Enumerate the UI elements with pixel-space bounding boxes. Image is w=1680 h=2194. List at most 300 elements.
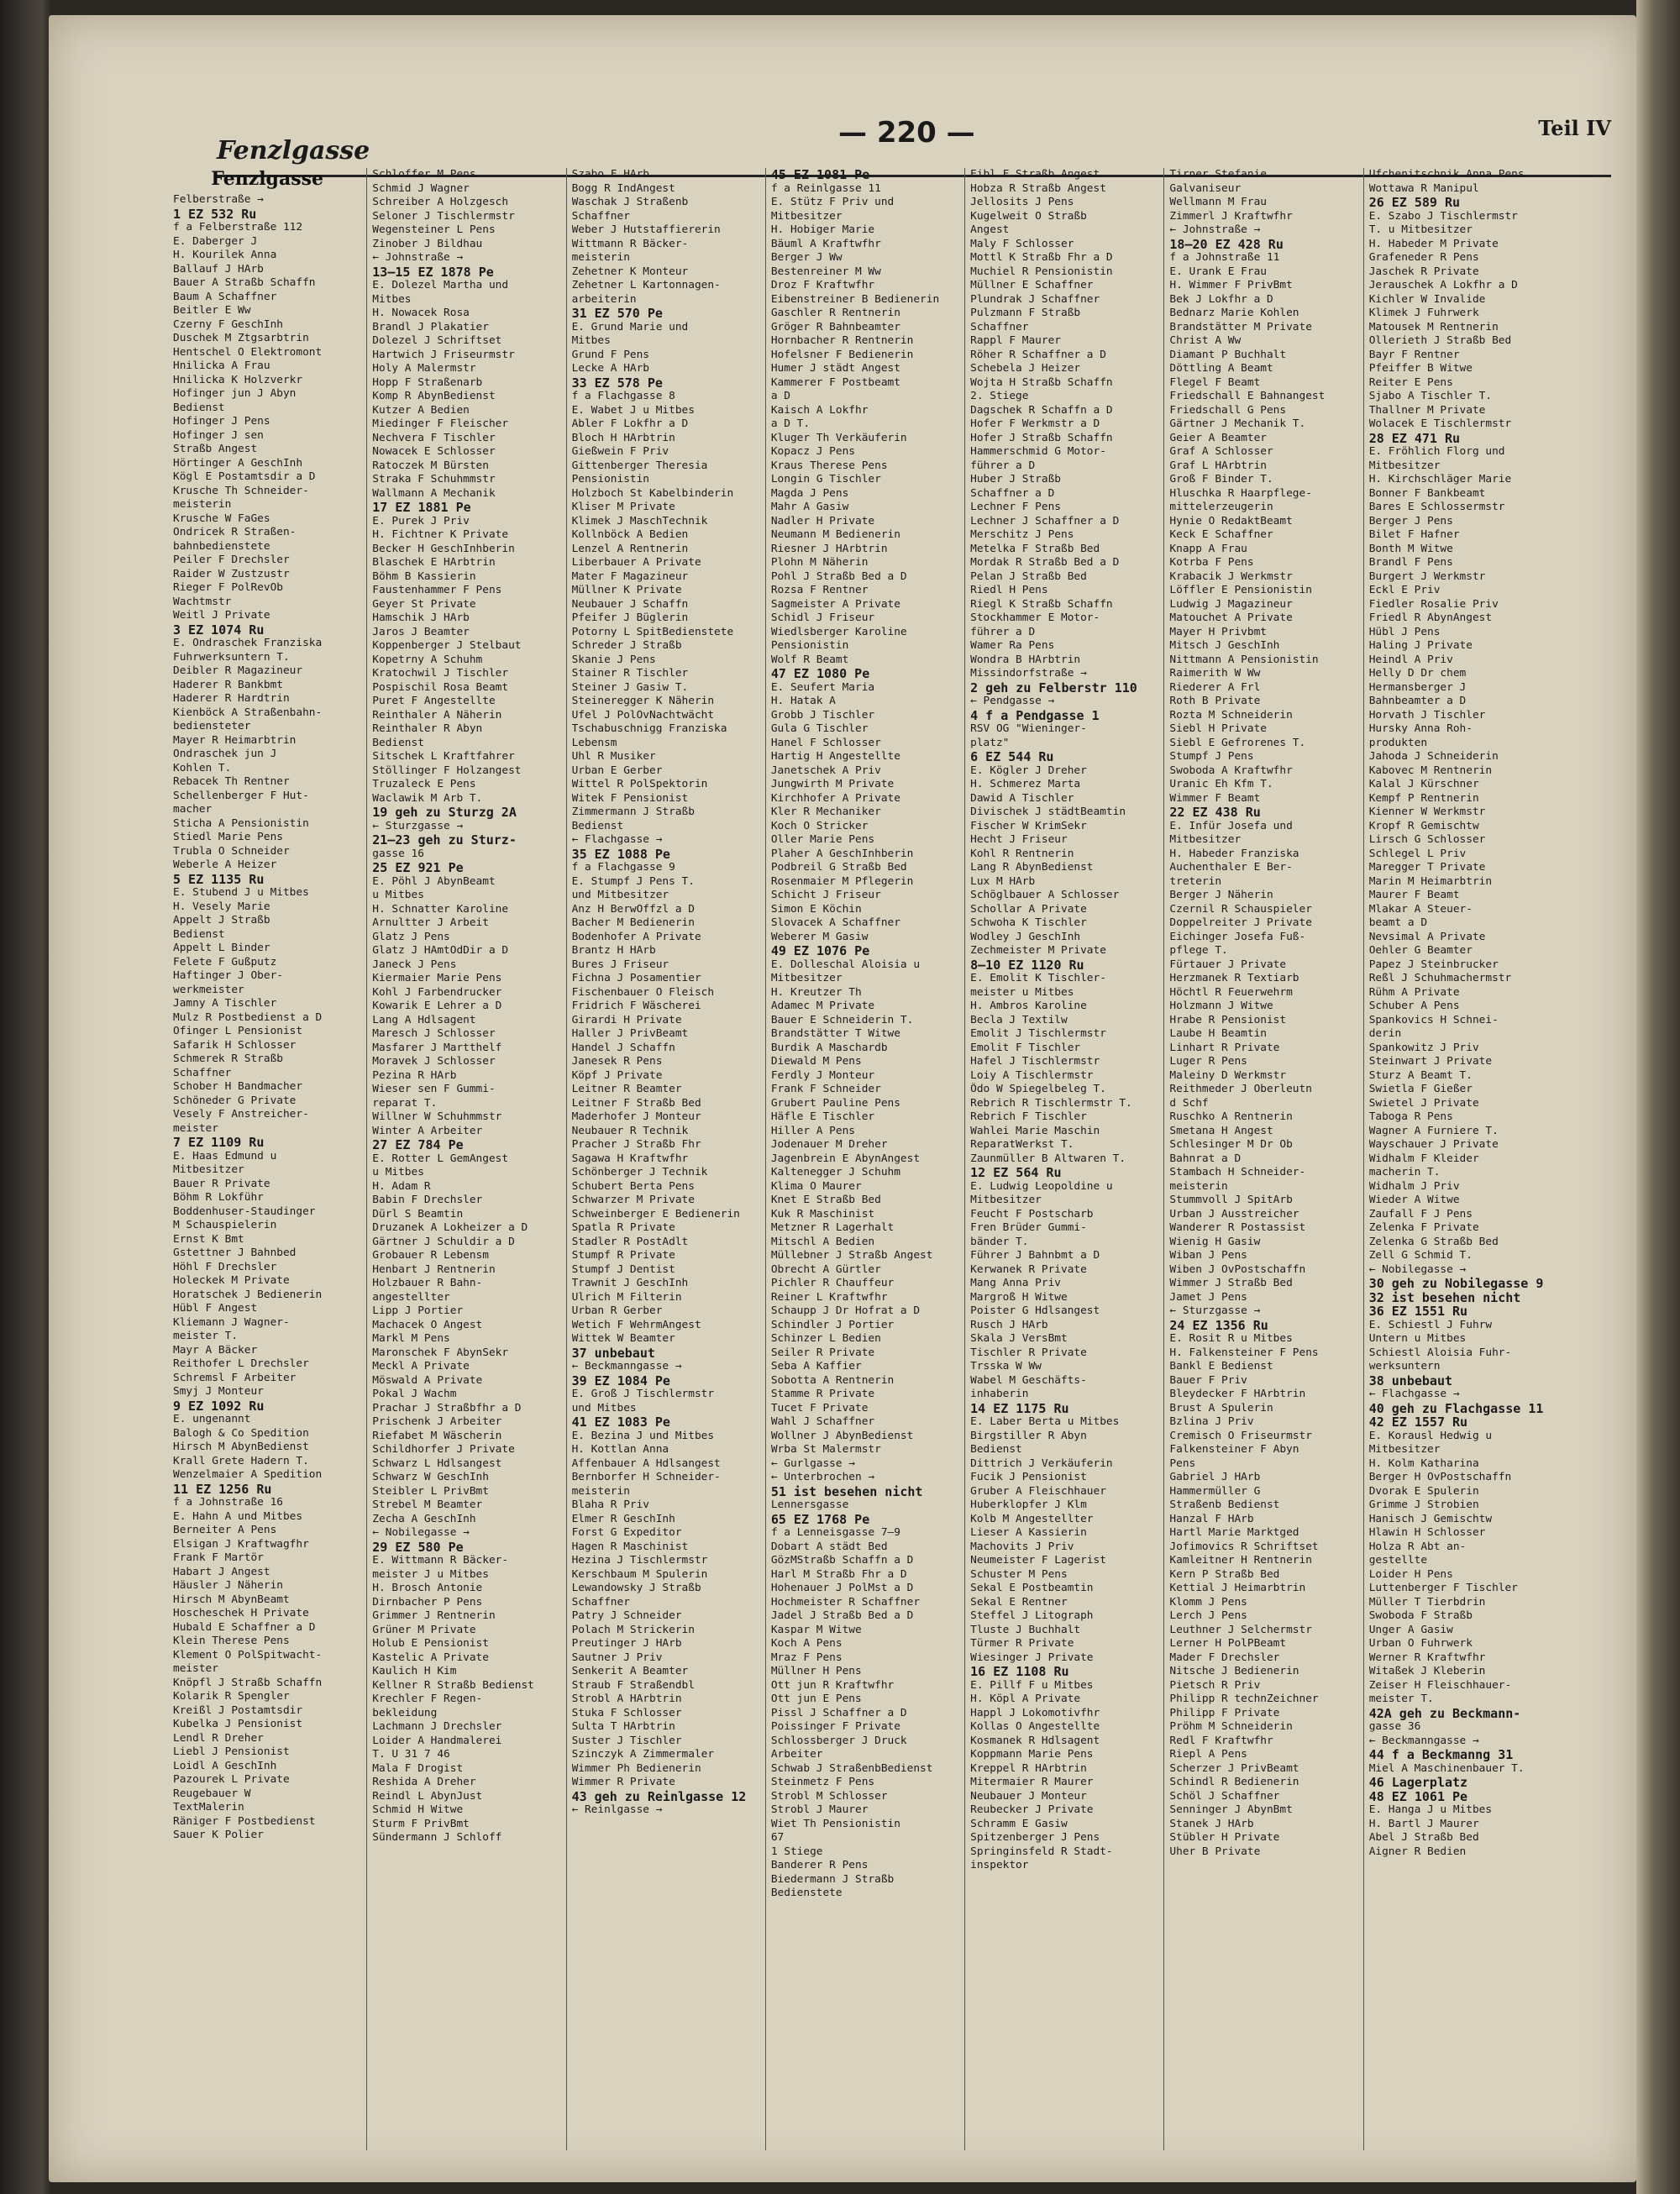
directory-line: Ulrich M Filterin <box>571 1290 682 1304</box>
directory-line: Witek F Pensionist <box>571 791 689 805</box>
directory-line: Szabo F HArb <box>571 168 650 181</box>
directory-line: Hluschka R Haarpflege- <box>1169 486 1312 500</box>
directory-line: E. Stubend J u Mitbes <box>173 886 309 899</box>
directory-line: Jahoda J Schneiderin <box>1368 750 1499 763</box>
directory-line: Komp R AbynBedienst <box>372 390 496 402</box>
directory-line: Hobza R Straßb Angest <box>970 181 1106 195</box>
directory-line: u Mitbes <box>372 889 424 901</box>
directory-line: Sturz A Beamt T. <box>1368 1068 1473 1082</box>
directory-line: E. Stütz F Priv und <box>770 196 895 208</box>
directory-line: Hübl F Angest <box>173 1302 258 1315</box>
directory-line: Geyer St Private <box>372 597 476 611</box>
directory-line: Vesely F Anstreicher- <box>173 1108 309 1121</box>
directory-line: Lerner H PolPBeamt <box>1169 1637 1287 1650</box>
directory-line: Hammermüller G <box>1169 1484 1261 1498</box>
directory-line: Kalal J Kürschner <box>1368 778 1479 790</box>
directory-line: Hermansberger J <box>1368 680 1467 694</box>
directory-line: Brandstätter T Witwe <box>770 1027 900 1040</box>
directory-line: Kollas O Angestellte <box>970 1720 1100 1733</box>
directory-line: Thallner M Private <box>1368 403 1486 417</box>
directory-line: Willner W Schuhmmstr <box>372 1110 502 1123</box>
directory-line: Wiban J Pens <box>1169 1249 1247 1262</box>
directory-line: Straßb Angest <box>173 443 258 455</box>
directory-line: Hübl J Pens <box>1368 625 1441 638</box>
directory-line: Liebl J Pensionist <box>173 1745 290 1758</box>
directory-line: Wegensteiner L Pens <box>372 223 496 236</box>
directory-line: 6 EZ 544 Ru <box>970 750 1054 764</box>
directory-line: Metelka F Straßb Bed <box>970 542 1100 555</box>
directory-line: Graf A Schlosser <box>1169 445 1273 458</box>
directory-line: bahnbedienstete <box>173 539 270 553</box>
directory-line: Wahlei Marie Maschin <box>970 1124 1100 1137</box>
directory-line: Cremisch O Friseurmstr <box>1169 1429 1312 1442</box>
directory-line: Dittrich J Verkäuferin <box>970 1457 1113 1470</box>
directory-line: Berneiter A Pens <box>173 1524 277 1536</box>
directory-line: Pfeiffer B Witwe <box>1368 362 1473 375</box>
directory-line: Schöneder G Private <box>173 1094 297 1107</box>
directory-line: Kammerer F Postbeamt <box>770 375 900 389</box>
directory-line: inspektor <box>970 1859 1029 1871</box>
directory-line: Jamny A Tischler <box>173 997 277 1010</box>
directory-line: Ondricek R Straßen- <box>173 526 297 538</box>
directory-line: Rozta M Schneiderin <box>1169 708 1293 722</box>
directory-column-2 <box>366 168 565 2150</box>
directory-line: Bloch H HArbtrin <box>571 431 675 444</box>
directory-line: Neumeister F Lagerist <box>970 1554 1106 1567</box>
directory-line: Jellosits J Pens <box>970 196 1074 208</box>
directory-line: 25 EZ 921 Pe <box>372 861 464 875</box>
directory-line: Swietla F Gießer <box>1368 1083 1473 1095</box>
directory-line: Ratoczek M Bürsten <box>372 459 489 472</box>
directory-line: Wolf R Beamt <box>770 653 849 666</box>
directory-line: Schloffer M Pens <box>372 168 476 181</box>
directory-line: Bleydecker F HArbtrin <box>1169 1388 1306 1400</box>
directory-line: E. Stumpf J Pens T. <box>571 874 695 888</box>
directory-line: Muchiel R Pensionistin <box>970 265 1113 278</box>
directory-line: Sturm F PrivBmt <box>372 1817 470 1830</box>
directory-line: Hammerschmid G Motor- <box>970 445 1106 458</box>
directory-line: Mitschl A Bedien <box>770 1235 875 1248</box>
directory-line: Stübler H Private <box>1169 1831 1280 1844</box>
directory-line: Häusler J Näherin <box>173 1579 283 1592</box>
directory-line: Wiet Th Pensionistin <box>770 1817 900 1830</box>
directory-line: Tirner Stefanie <box>1169 168 1267 181</box>
directory-line: H. Vesely Marie <box>173 900 270 913</box>
directory-line: Rosenmaier M Pflegerin <box>770 874 914 888</box>
directory-line: Kluger Th Verkäuferin <box>770 431 907 444</box>
directory-line: Bonner F Bankbeamt <box>1368 486 1486 500</box>
directory-line: Bedienst <box>970 1443 1022 1456</box>
directory-line: Skanie J Pens <box>571 653 656 666</box>
directory-line: Schlesinger M Dr Ob <box>1169 1138 1293 1151</box>
directory-line: Hofer F Werkmstr a D <box>970 417 1100 430</box>
directory-line: Poister G Hdlsangest <box>970 1304 1100 1317</box>
directory-line: Nadler H Private <box>770 514 875 528</box>
directory-line: 2. Stiege <box>970 390 1029 402</box>
directory-line: 17 EZ 1881 Pe <box>372 501 471 515</box>
directory-line: Riederer A Frl <box>1169 680 1261 694</box>
directory-line: Haderer R Bankbmt <box>173 678 283 691</box>
directory-line: Brust A Spulerin <box>1169 1401 1273 1415</box>
directory-line: Schaupp J Dr Hofrat a D <box>770 1304 921 1317</box>
directory-line: Wrba St Malermstr <box>770 1443 881 1456</box>
directory-line: Oller Marie Pens <box>770 833 875 846</box>
directory-line: 42 EZ 1557 Ru <box>1368 1415 1468 1430</box>
directory-line: Pracher J Straßb Fhr <box>571 1138 701 1151</box>
directory-line: Holub E Pensionist <box>372 1637 489 1650</box>
directory-line: Hofer J Straßb Schaffn <box>970 431 1113 444</box>
directory-line: Krechler F Regen- <box>372 1693 483 1705</box>
directory-line: 37 unbebaut <box>571 1346 655 1360</box>
directory-line: Birgstiller R Abyn <box>970 1429 1087 1442</box>
directory-line: E. Infür Josefa und <box>1169 819 1293 832</box>
directory-line: Friedschall E Bahnangest <box>1169 390 1326 402</box>
directory-line: GözMStraßb Schaffn a D <box>770 1554 914 1567</box>
directory-line: Kolarik R Spengler <box>173 1690 290 1703</box>
directory-line: Raimerith W Ww <box>1169 667 1261 680</box>
directory-line: Ofinger L Pensionist <box>173 1025 303 1037</box>
directory-line: Leitner R Beamter <box>571 1083 682 1095</box>
directory-line: Schinzer L Bedien <box>770 1332 881 1345</box>
directory-line: Hopp F Straßenarb <box>372 375 483 389</box>
directory-line: Hagen R Maschinist <box>571 1540 689 1553</box>
directory-line: Berger J Näherin <box>1169 889 1273 901</box>
directory-line: Mayer H Privbmt <box>1169 625 1267 638</box>
directory-line: ← Unterbrochen → <box>770 1471 875 1483</box>
directory-line: Trubla O Schneider <box>173 844 290 858</box>
directory-line: Horvath J Tischler <box>1368 708 1486 722</box>
directory-line: Wittek W Beamter <box>571 1332 675 1345</box>
directory-line: Habart J Angest <box>173 1565 270 1578</box>
directory-line: Wollner J AbynBedienst <box>770 1429 914 1442</box>
directory-line: Fichna J Posamentier <box>571 972 701 984</box>
directory-line: Mulz R Postbedienst a D <box>173 1010 323 1024</box>
directory-line: Plaher A GeschInhberin <box>770 847 914 860</box>
directory-line: Falkensteiner F Abyn <box>1169 1443 1299 1456</box>
directory-line: Maly F Schlosser <box>970 237 1074 250</box>
directory-line: Eibenstreiner B Bedienerin <box>770 292 940 306</box>
directory-line: Schönberger J Technik <box>571 1166 708 1178</box>
directory-line: Prachar J Straßbfhr a D <box>372 1401 522 1415</box>
directory-line: Sobotta A Rentnerin <box>770 1373 895 1387</box>
directory-line: Wittmann R Bäcker- <box>571 237 689 250</box>
directory-line: und Mitbesitzer <box>571 889 669 901</box>
directory-line: inhaberin <box>970 1388 1029 1400</box>
directory-line: Straßenb Bedienst <box>1169 1499 1280 1511</box>
directory-line: 11 EZ 1256 Ru <box>173 1482 272 1496</box>
directory-line: Spankovics H Schnei- <box>1368 1013 1499 1026</box>
directory-line: Hynie O RedaktBeamt <box>1169 514 1293 528</box>
directory-line: Felberstraße → <box>173 193 264 206</box>
directory-line: Strobl A HArbtrin <box>571 1693 682 1705</box>
directory-line: Fischer W KrimSekr <box>970 819 1087 832</box>
directory-line: Kern P Straßb Bed <box>1169 1567 1280 1581</box>
directory-line: Schöl J Schaffner <box>1169 1789 1280 1803</box>
directory-line: Senninger J AbynBmt <box>1169 1803 1293 1816</box>
directory-line: Faustenhammer F Pens <box>372 584 502 596</box>
directory-line: Schöglbauer A Schlosser <box>970 889 1120 901</box>
directory-line: Holy A Malermstr <box>372 362 476 375</box>
directory-line: Grund F Pens <box>571 348 650 361</box>
directory-line: Ludwig J Magazineur <box>1169 597 1293 611</box>
directory-line: 27 EZ 784 Pe <box>372 1138 464 1152</box>
directory-line: meisterin <box>1169 1179 1228 1193</box>
directory-line: Eibl F Straßb Angest <box>970 168 1100 181</box>
directory-line: E. Kögler J Dreher <box>970 764 1087 777</box>
directory-line: Kellner R Straßb Bedienst <box>372 1678 534 1692</box>
directory-line: Smyj J Monteur <box>173 1385 264 1398</box>
directory-line: Stadler R PostAdlt <box>571 1235 689 1248</box>
directory-line: Kratochwil J Tischler <box>372 667 509 680</box>
directory-line: Jaros J Beamter <box>372 625 470 638</box>
directory-line: Kliemann J Wagner- <box>173 1315 290 1329</box>
directory-line: E. Rotter L GemAngest <box>372 1152 509 1165</box>
directory-line: Polach M Strickerin <box>571 1623 695 1636</box>
directory-line: Truzaleck E Pens <box>372 778 476 790</box>
directory-line: E. Dolleschal Aloisia u <box>770 958 921 971</box>
directory-line: Lirsch G Schlosser <box>1368 833 1486 846</box>
directory-line: E. Grund Marie und <box>571 320 689 333</box>
directory-line: Ödo W Spiegelbeleg T. <box>970 1083 1106 1095</box>
directory-line: Führer J Bahnbmt a D <box>970 1249 1100 1262</box>
directory-line: Bednarz Marie Kohlen <box>1169 307 1299 319</box>
directory-line: angestellter <box>372 1290 450 1304</box>
directory-line: meisterin <box>173 498 232 511</box>
directory-line: f a Johnstraße 11 <box>1169 251 1280 264</box>
directory-line: Kowarik E Lehrer a D <box>372 1000 502 1012</box>
directory-line: Leitner F Straßb Bed <box>571 1096 701 1110</box>
directory-line: Reiter E Pens <box>1368 375 1453 389</box>
directory-line: E. Dolezel Martha und <box>372 279 509 291</box>
directory-line: H. Adam R <box>372 1179 431 1193</box>
directory-line: Oehler G Beamter <box>1368 944 1473 957</box>
directory-line: Gstettner J Bahnbed <box>173 1247 297 1259</box>
directory-line: Spankowitz J Priv <box>1368 1041 1479 1054</box>
directory-line: Grimmer J Rentnerin <box>372 1609 496 1622</box>
directory-line: Stumpf J Pens <box>1169 750 1254 763</box>
directory-line: meisterin <box>571 251 630 264</box>
directory-line: Riefabet M Wäscherin <box>372 1429 502 1442</box>
directory-line: führer a D <box>970 459 1036 472</box>
directory-line: Häfle E Tischler <box>770 1110 875 1123</box>
directory-line: Felete F Gußputz <box>173 955 277 968</box>
directory-line: Flegel F Beamt <box>1169 375 1261 389</box>
directory-line: Widhalm J Priv <box>1368 1179 1460 1193</box>
directory-line: Ollerieth J Straßb Bed <box>1368 334 1512 347</box>
directory-line: Wabel M Geschäfts- <box>970 1373 1087 1387</box>
directory-line: Loidl A GeschInh <box>173 1759 277 1772</box>
directory-line: Herzmanek R Textiarb <box>1169 972 1299 984</box>
directory-line: Seloner J Tischlermstr <box>372 209 515 223</box>
directory-line: Maresch J Schlosser <box>372 1027 496 1040</box>
directory-line: Hursky Anna Roh- <box>1368 722 1473 735</box>
directory-line: 41 EZ 1083 Pe <box>571 1415 670 1430</box>
directory-line: Hofinger J sen <box>173 428 264 442</box>
directory-line: Bayr F Rentner <box>1368 348 1460 361</box>
directory-line: Girardi H Private <box>571 1013 682 1026</box>
directory-line: Weitl J Private <box>173 609 270 622</box>
directory-line: Kettial J Heimarbtrin <box>1169 1582 1306 1594</box>
directory-line: Gittenberger Theresia <box>571 459 708 472</box>
directory-line: Druzanek A Lokheizer a D <box>372 1221 528 1234</box>
directory-line: Maleiny D Werkmstr <box>1169 1068 1287 1082</box>
directory-line: Kropf R Gemischtw <box>1368 819 1479 832</box>
directory-line: Kempf P Rentnerin <box>1368 791 1479 805</box>
directory-line: Abel J Straßb Bed <box>1368 1831 1479 1844</box>
directory-line: Schober H Bandmacher <box>173 1080 303 1093</box>
directory-line: Sekal E Postbeamtin <box>970 1582 1094 1594</box>
directory-line: Bares E Schlossermstr <box>1368 501 1505 513</box>
directory-line: Nevsimal A Private <box>1368 930 1486 943</box>
directory-line: Stamme R Private <box>770 1388 875 1400</box>
directory-line: Urban E Gerber <box>571 764 663 777</box>
directory-line: Schmerek R Straßb <box>173 1052 283 1065</box>
directory-line: Schmid J Wagner <box>372 181 470 195</box>
directory-line: Wiben J OvPostschaffn <box>1169 1262 1306 1276</box>
directory-line: Machacek O Angest <box>372 1318 483 1331</box>
directory-line: T. u Mitbesitzer <box>1368 223 1473 236</box>
directory-line: Ondraschek jun J <box>173 748 277 760</box>
directory-line: Janetschek A Priv <box>770 764 881 777</box>
directory-column-1 <box>168 168 366 2150</box>
directory-line: Ufchenitschnik Anna Pens <box>1368 168 1525 181</box>
directory-line: ← Sturzgasse → <box>1169 1304 1261 1317</box>
directory-line: H. Fichtner K Private <box>372 528 509 541</box>
directory-line: Wimmer F Beamt <box>1169 791 1261 805</box>
directory-line: 1 Stiege <box>770 1845 823 1858</box>
directory-line: Wolacek E Tischlermstr <box>1368 417 1512 430</box>
directory-line: Kichler W Invalide <box>1368 292 1486 306</box>
directory-line: 5 EZ 1135 Ru <box>173 872 265 886</box>
directory-line: Urban O Fuhrwerk <box>1368 1637 1473 1650</box>
directory-line: Wachtmstr <box>173 595 232 608</box>
directory-line: macherin T. <box>1368 1166 1441 1178</box>
directory-line: Bauer R Private <box>173 1177 270 1190</box>
directory-line: Rebrich F Tischler <box>970 1110 1087 1123</box>
directory-line: Schreder J Straßb <box>571 639 682 652</box>
directory-line: Reubecker J Private <box>970 1803 1094 1816</box>
directory-line: Bankl E Bedienst <box>1169 1360 1273 1373</box>
directory-line: führer a D <box>970 625 1036 638</box>
directory-line: Senkerit A Beamter <box>571 1665 689 1677</box>
directory-line: Fürtauer J Private <box>1169 958 1287 971</box>
directory-line: Wodley J GeschInh <box>970 930 1081 943</box>
directory-line: Pichler R Chauffeur <box>770 1277 895 1289</box>
directory-line: Bures J Friseur <box>571 958 669 971</box>
directory-line: Reinthaler R Abyn <box>372 722 483 735</box>
directory-line: Grüner M Private <box>372 1623 476 1636</box>
directory-line: Harl M Straßb Fhr a D <box>770 1567 907 1581</box>
directory-line: Moravek J Schlosser <box>372 1055 496 1068</box>
directory-line: H. Kreutzer Th <box>770 985 862 999</box>
directory-line: Böhm R Lokführ <box>173 1191 264 1204</box>
directory-line: Kohl J Farbendrucker <box>372 985 502 999</box>
directory-line: Dürl S Beamtin <box>372 1207 464 1220</box>
directory-line: Lieser A Kassierin <box>970 1526 1087 1539</box>
directory-line: Schuber A Pens <box>1368 1000 1460 1012</box>
directory-line: Räniger F Postbedienst <box>173 1814 316 1828</box>
directory-line: Lechner F Pens <box>970 501 1061 513</box>
directory-line: Duschek M Ztgsarbtrin <box>173 332 309 344</box>
directory-line: Kopetrny A Schuhm <box>372 653 483 666</box>
directory-line: Wimmer J Straßb Bed <box>1169 1277 1293 1289</box>
directory-line: Reinthaler A Näherin <box>372 708 502 722</box>
directory-line: Köpf J Private <box>571 1068 663 1082</box>
directory-line: Maurer F Beamt <box>1368 889 1460 901</box>
page-header <box>166 99 1611 166</box>
directory-line: Haftinger J Ober- <box>173 969 283 982</box>
directory-line: Hamschik J HArb <box>372 611 470 624</box>
directory-line: Pohl J Straßb Bed a D <box>770 569 907 583</box>
directory-line: E. Emolit K Tischler- <box>970 972 1106 984</box>
directory-line: 31 EZ 570 Pe <box>571 307 663 321</box>
directory-line: E. Pöhl J AbynBeamt <box>372 874 496 888</box>
directory-line: Steinwart J Private <box>1368 1055 1493 1068</box>
directory-line: Lipp J Portier <box>372 1304 464 1317</box>
directory-line: Janesek R Pens <box>571 1055 663 1068</box>
directory-line: Weberle A Heizer <box>173 858 277 871</box>
directory-line: Mader F Drechsler <box>1169 1651 1280 1664</box>
directory-line: Grimme J Strobien <box>1368 1499 1479 1511</box>
directory-line: Wienig H Gasiw <box>1169 1235 1261 1248</box>
directory-line: Gula G Tischler <box>770 722 869 735</box>
directory-line: Brandl J Plakatier <box>372 320 489 333</box>
directory-line: Zaunmüller B Altwaren T. <box>970 1152 1126 1165</box>
directory-line: Divischek J städtBeamtin <box>970 806 1126 818</box>
directory-line: Fuhrwerksuntern T. <box>173 650 290 664</box>
directory-line: Riedl H Pens <box>970 584 1048 596</box>
directory-line: Groß F Binder T. <box>1169 473 1273 486</box>
directory-line: Schlegel L Priv <box>1368 847 1467 860</box>
directory-line: 39 EZ 1084 Pe <box>571 1373 670 1388</box>
directory-line: Eckl E Priv <box>1368 584 1441 596</box>
directory-line: Stambach H Schneider- <box>1169 1166 1306 1178</box>
directory-line: Koppmann Marie Pens <box>970 1748 1094 1761</box>
directory-line: Philipp R technZeichner <box>1169 1693 1319 1705</box>
directory-line: Eichinger Josefa Fuß- <box>1169 930 1306 943</box>
directory-line: Sauer K Polier <box>173 1829 264 1841</box>
directory-line: Hanel F Schlosser <box>770 736 881 749</box>
directory-line: Neubauer R Technik <box>571 1124 689 1137</box>
directory-line: Hirsch M AbynBeamt <box>173 1593 290 1606</box>
directory-line: ← Beckmanngasse → <box>1368 1734 1479 1747</box>
directory-line: Spitzenberger J Pens <box>970 1831 1100 1844</box>
directory-line: Schicht J Friseur <box>770 889 881 901</box>
directory-line: Emolit J Tischlermstr <box>970 1027 1106 1040</box>
directory-line: Bauer F Priv <box>1169 1373 1247 1387</box>
directory-line: Winter A Arbeiter <box>372 1124 483 1137</box>
directory-line: Preutinger J HArb <box>571 1637 682 1650</box>
directory-line: Bäuml A Kraftwfhr <box>770 237 881 250</box>
directory-line: Schindler J Portier <box>770 1318 895 1331</box>
directory-line: Schollar A Private <box>970 902 1087 916</box>
directory-line: Kuk R Maschinist <box>770 1207 875 1220</box>
directory-line: Glatz J Pens <box>372 930 450 943</box>
directory-line: ← Gurlgasse → <box>770 1457 856 1470</box>
directory-line: gasse 36 <box>1368 1720 1421 1733</box>
directory-line: Diewald M Pens <box>770 1055 862 1068</box>
directory-line: Wellmann M Frau <box>1169 196 1267 208</box>
directory-line: Hentschel O Elektromont <box>173 345 323 359</box>
directory-line: 44 f a Beckmanng 31 <box>1368 1748 1514 1762</box>
directory-line: Pelan J Straßb Bed <box>970 569 1087 583</box>
directory-line: Hirsch M AbynBedienst <box>173 1441 309 1453</box>
directory-line: beamt a D <box>1368 916 1428 929</box>
directory-line: Pezina R HArb <box>372 1068 457 1082</box>
directory-line: Klein Therese Pens <box>173 1635 290 1647</box>
directory-line: Bedienst <box>571 819 624 832</box>
directory-line: 42A geh zu Beckmann- <box>1368 1706 1521 1720</box>
